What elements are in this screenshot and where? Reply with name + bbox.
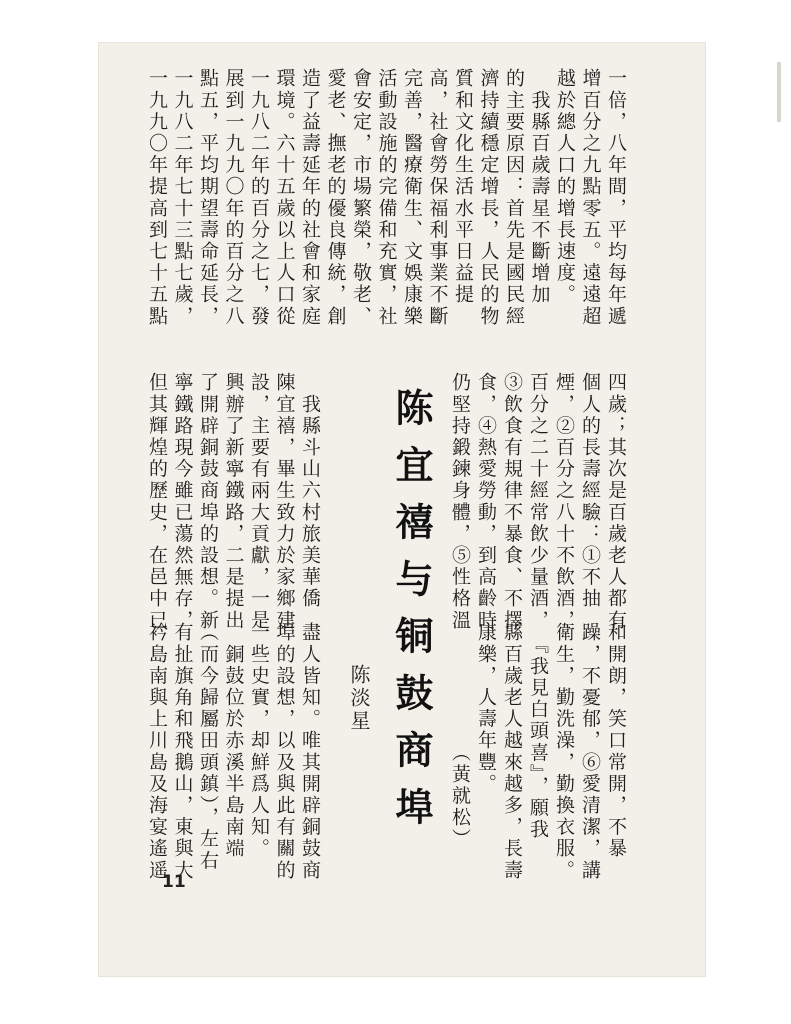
text-column: 我縣斗山六村旅美華僑 — [299, 372, 321, 610]
text-column: 展到一九九〇年的百分之八 — [222, 68, 245, 328]
text-column: 興辦了新寧鐵路，二是提出 — [222, 372, 245, 632]
text-column: 造了益壽延年的社會和家庭 — [299, 68, 321, 328]
author-name: 陈淡星 — [347, 664, 371, 733]
text-column: 高，社會勞保福利事業不斷 — [426, 68, 449, 328]
article-title: 陈宜禧与铜鼓商埠 — [389, 388, 434, 844]
text-column: 我縣百歲壽星不斷增加 — [528, 68, 551, 306]
text-column: 食，④熱愛勞動，到高齡時 — [475, 372, 497, 632]
text-column: 埠的設想，以及與此有關的 — [273, 622, 296, 882]
text-column: 質和文化生活水平日益提 — [452, 68, 474, 306]
page-number: 11 — [162, 872, 186, 892]
text-column: 會安定，市場繁榮，敬老、 — [350, 68, 372, 328]
text-column: 一九八二年的百分之七，發 — [248, 68, 270, 328]
text-column: 但其輝煌的歷史，在邑中已 — [146, 372, 168, 632]
text-column: 一九九〇年提高到七十五點 — [146, 68, 168, 328]
text-column: 增百分之九點零五。遠遠超 — [579, 68, 602, 328]
text-column: 百分之二十經常飲少量酒， — [527, 372, 549, 632]
text-column: 點五，平均期望壽命延長， — [197, 68, 219, 328]
text-column: 越於總人口的增長速度。 — [554, 68, 576, 306]
text-column: 和開朗，笑口常開，不暴 — [605, 622, 627, 860]
text-column: 四歲；其次是百歲老人都有 — [605, 372, 627, 632]
text-column: 環境。六十五歲以上人口從 — [273, 68, 296, 328]
text-column: 衛生，勤洗澡，勤換衣服。 — [553, 622, 575, 882]
text-column: 一倍，八年間，平均每年遞 — [605, 68, 627, 328]
text-column: 一些史實，却鮮爲人知。 — [248, 622, 270, 860]
text-column: 活動設施的完備和充實，社 — [375, 68, 398, 328]
text-column: （黃就松） — [449, 622, 471, 851]
text-column: 陳宜禧，畢生致力於家鄉建 — [273, 372, 296, 632]
text-column: 仍堅持鍛鍊身體，⑤性格溫 — [449, 372, 471, 632]
text-column: 衿島南與上川島及海宴遙遥 — [146, 622, 168, 882]
text-column: 縣百歲老人越來越多，長壽 — [501, 622, 523, 882]
text-column: 煙，②百分之八十不飲酒， — [553, 372, 575, 632]
text-column: 盡人皆知。唯其開辟銅鼓商 — [299, 622, 321, 882]
text-column: 『我見白頭喜』，願我 — [527, 622, 549, 841]
text-column: 濟持續穩定增長，人民的物 — [477, 68, 500, 328]
text-column: 完善，醫療衛生、文娛康樂 — [401, 68, 423, 328]
text-column: 康樂，人壽年豐。 — [475, 622, 497, 795]
text-column: 愛老、撫老的優良傳統，創 — [324, 68, 347, 328]
text-column: 設，主要有兩大貢獻，一是 — [248, 372, 270, 632]
edge-mark — [777, 62, 781, 122]
text-column: 個人的長壽經驗：①不抽 — [579, 372, 601, 610]
text-column: 寧鐵路現今雖已蕩然無存， — [171, 372, 194, 632]
text-column: 躁，不憂郁，⑥愛清潔，講 — [579, 622, 601, 882]
text-column: ③飲食有規律不暴食、不擇 — [501, 372, 523, 632]
text-column: 了開辟銅鼓商埠的設想。新 — [197, 372, 219, 632]
text-column: 有扯旗角和飛鵝山，東與大 — [171, 622, 194, 882]
text-column: 銅鼓位於赤溪半島南端 — [222, 622, 245, 860]
text-column: （而今歸屬田頭鎮），左右 — [197, 622, 219, 872]
text-column: 的主要原因：首先是國民經 — [503, 68, 525, 328]
text-column: 一九八二年七十三點七歲， — [171, 68, 194, 328]
